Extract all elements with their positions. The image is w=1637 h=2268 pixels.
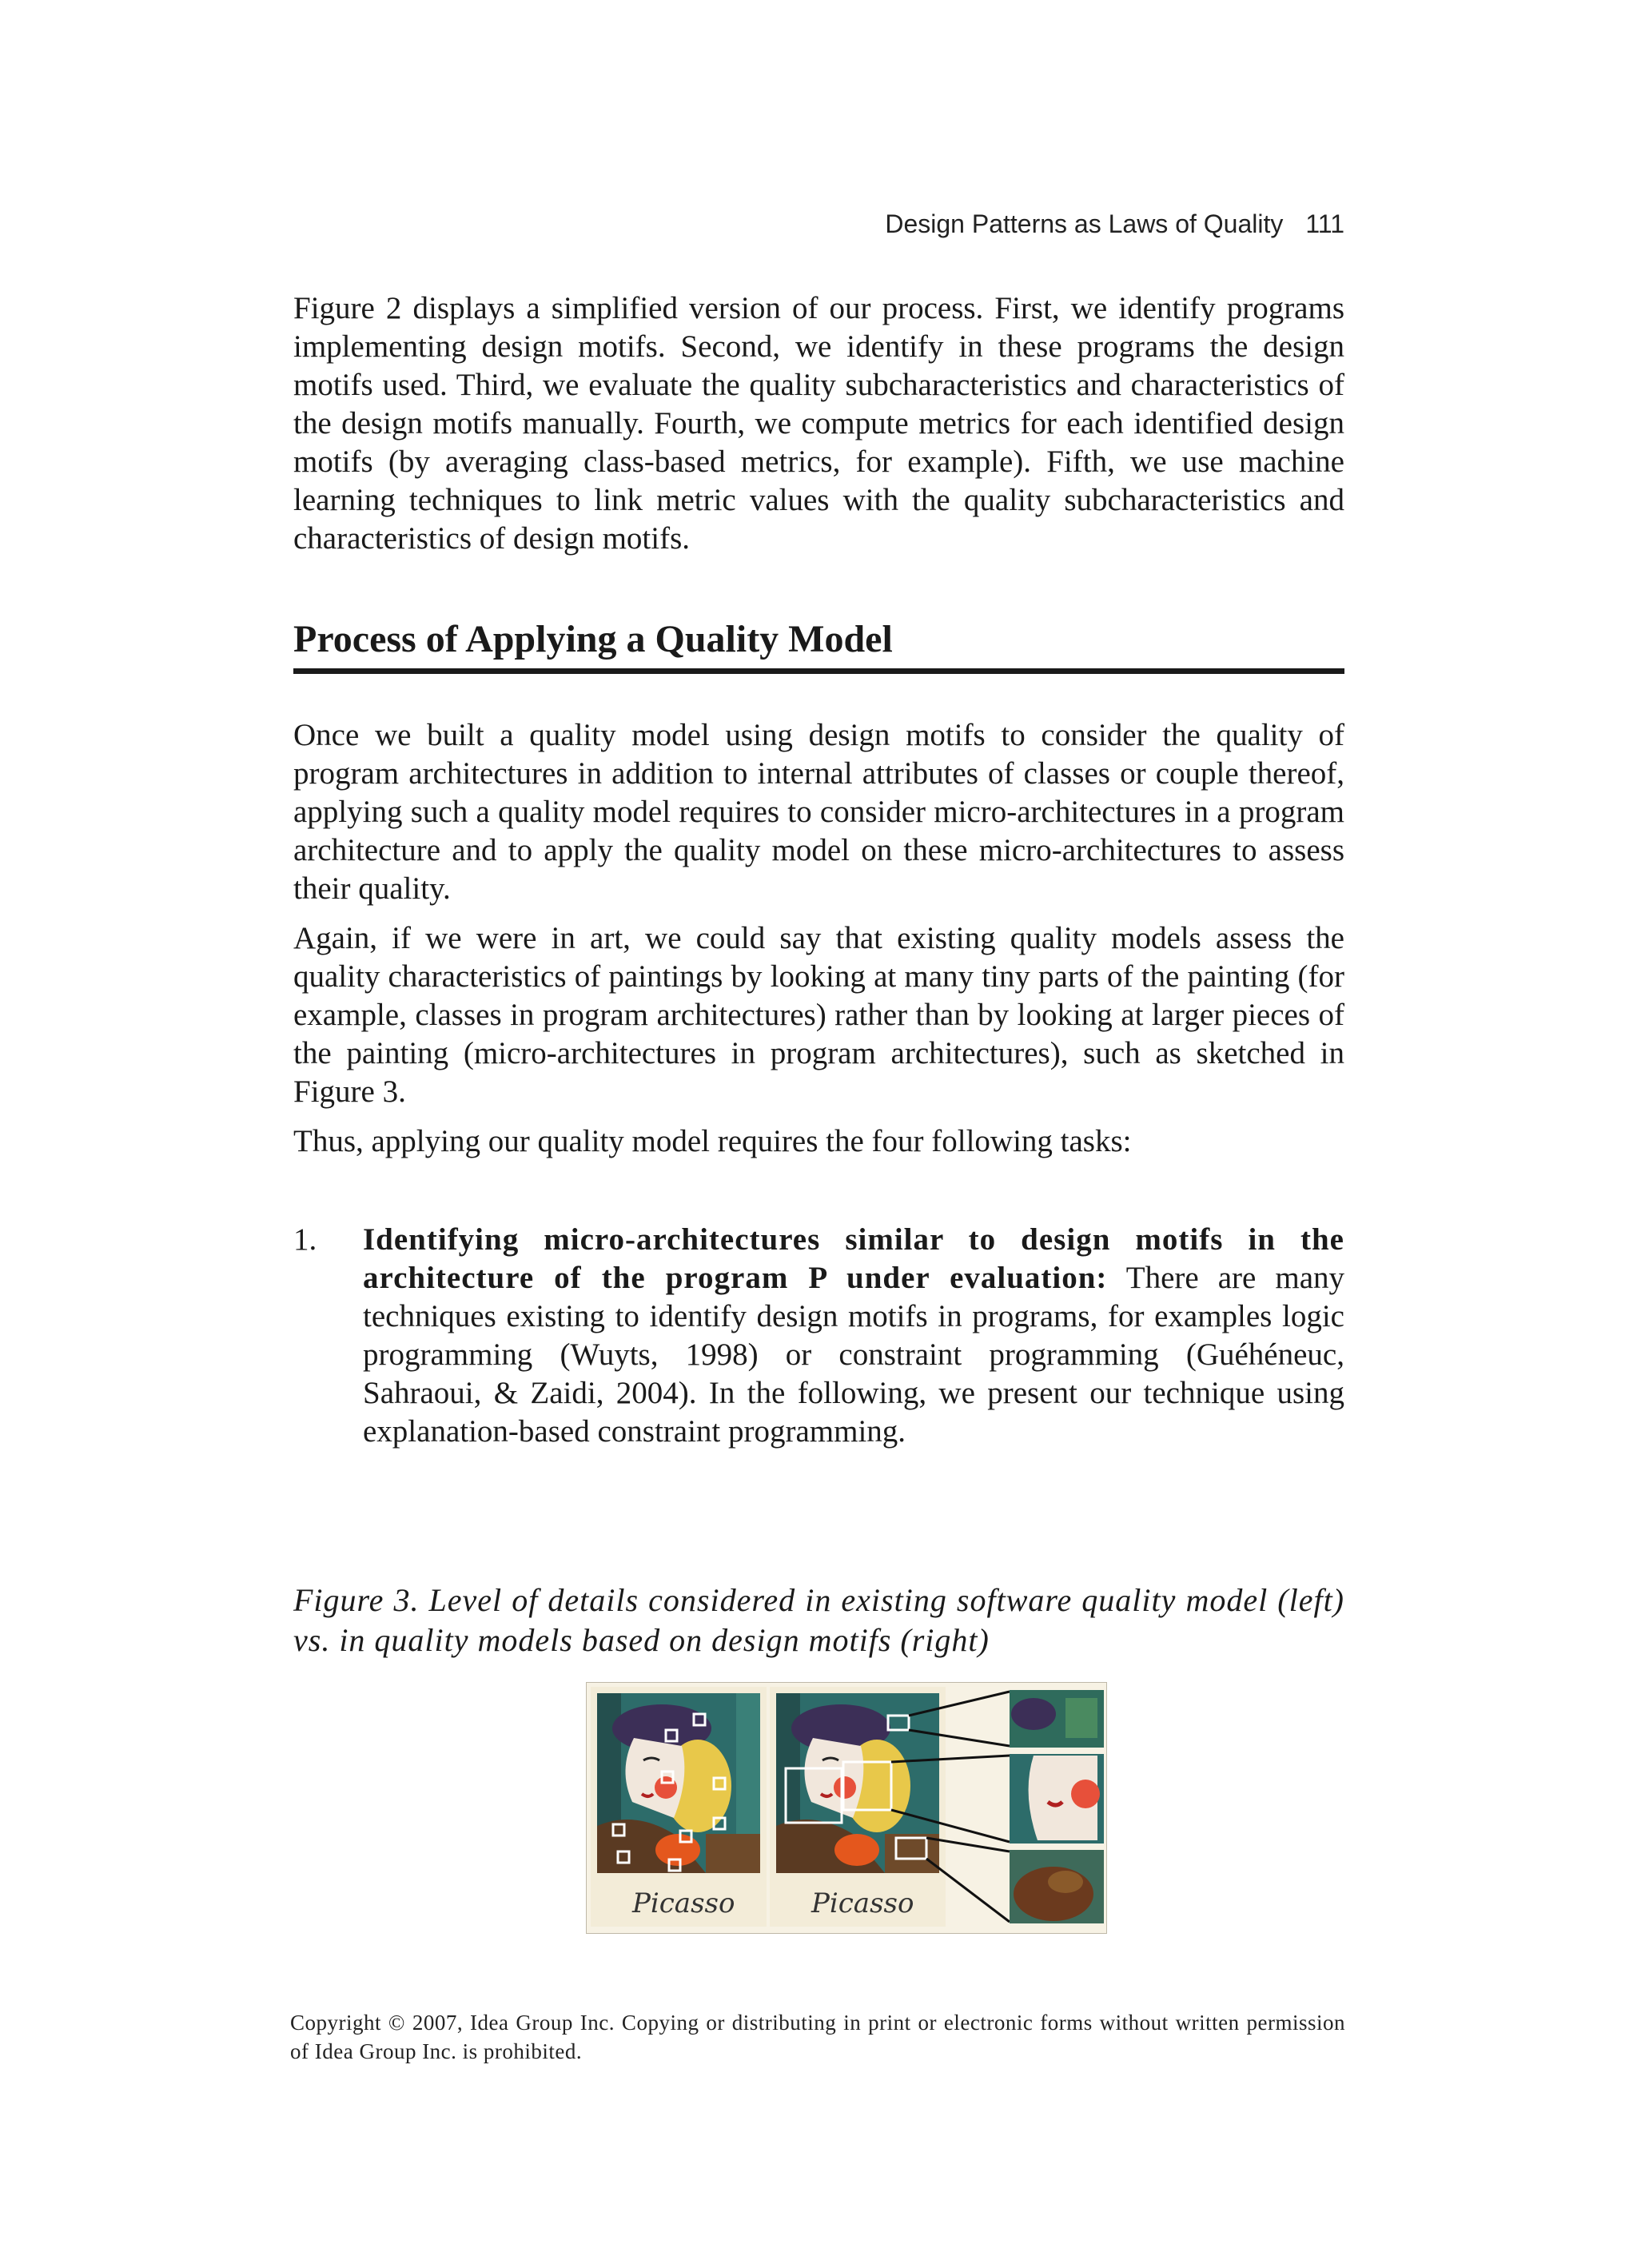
- zoomed-detail-hat: [1010, 1690, 1104, 1748]
- left-signature: Picasso: [632, 1887, 735, 1919]
- section-paragraph-2: Again, if we were in art, we could say that existing quality models assess the quality characteristics of paintings by looking at many tiny parts of the painting (for example, classes in program architectures) rather than by looking at larger pieces of the painting (micro-architectures in program architectures), such as sketched in Figure 3.: [293, 921, 1344, 1109]
- copyright-footer: Copyright © 2007, Idea Group Inc. Copying or distributing in print or electronic forms without written permission of Idea Group Inc. is prohibited.: [290, 2011, 1345, 2063]
- section-heading: Process of Applying a Quality Model: [293, 616, 1344, 674]
- section-body: [293, 716, 1344, 1161]
- left-painting: [591, 1687, 767, 1927]
- figure-3-illustration: [586, 1682, 1107, 1934]
- zoomed-detail-face: [1010, 1754, 1104, 1843]
- section-paragraph-1: Once we built a quality model using design motifs to consider the quality of program architectures in addition to internal attributes of classes or couple thereof, applying such a quality model requires to consider micro-architectures in a program architecture and to apply the quality model on these micro-architectures to assess their quality.: [293, 718, 1344, 906]
- running-header: [293, 209, 1344, 239]
- list-item-number: 1.: [293, 1222, 317, 1257]
- list-item-lead: Identifying micro-architectures similar to design motifs in the architecture of the program P under evaluation:: [363, 1222, 1344, 1295]
- running-title: Design Patterns as Laws of Quality: [885, 209, 1284, 238]
- zoomed-detail-body: [1010, 1850, 1104, 1923]
- section-paragraph-3: Thus, applying our quality model requires the four following tasks:: [293, 1124, 1132, 1158]
- figure-caption: Figure 3. Level of details considered in existing software quality model (left) vs. in quality models based on design motifs (right): [293, 1582, 1344, 1658]
- list-item-text: There are many techniques existing to identify design motifs in programs, for examples logic programming (Wuyts, 1998) or constraint programming (Guéhéneuc, Sahraoui, & Zaidi, 2004). In the following, we present our technique using explanation-based constraint programming.: [363, 1261, 1345, 1449]
- page-number: 111: [1305, 209, 1344, 238]
- list-item: [293, 1221, 1344, 1451]
- intro-block: [293, 289, 1344, 558]
- right-painting: [770, 1687, 946, 1927]
- right-signature: Picasso: [811, 1887, 914, 1919]
- task-list: [293, 1221, 1344, 1451]
- painting-comparison-graphic: [586, 1682, 1107, 1934]
- intro-paragraph: Figure 2 displays a simplified version of our process. First, we identify programs implementing design motifs. Second, we identify in these programs the design motifs used. Third, we evaluate the quality subcharacteristics and characteristics of the design motifs manually. Fourth, we compute metrics for each identified design motifs (by averaging class-based metrics, for example). Fifth, we use machine learning techniques to link metric values with the quality subcharacteristics and characteristics of design motifs.: [293, 291, 1344, 556]
